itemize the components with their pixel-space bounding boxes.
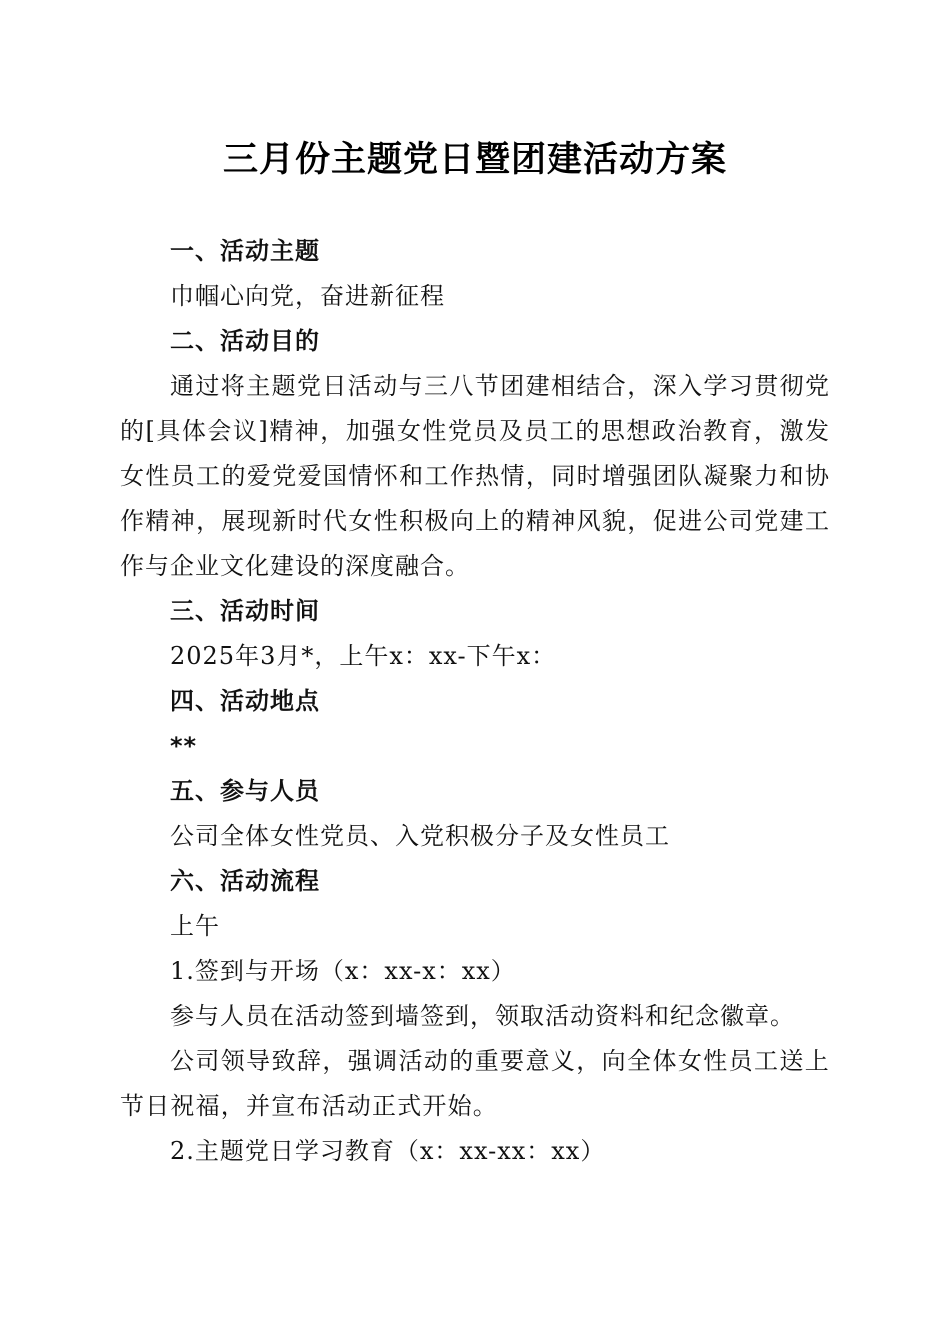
section-content-participants: 公司全体女性党员、入党积极分子及女性员工 [170, 822, 670, 850]
section-content-theme: 巾帼心向党，奋进新征程 [170, 282, 445, 310]
section-heading-participants: 五、参与人员 [170, 777, 320, 805]
flow-step1-line2: 公司领导致辞，强调活动的重要意义，向全体女性员工送上节日祝福，并宣布活动正式开始。 [120, 1047, 830, 1120]
section-heading-location: 四、活动地点 [170, 687, 320, 715]
flow-step1-title: 1.签到与开场（x：xx-x：xx） [170, 957, 516, 985]
section-heading-process: 六、活动流程 [170, 867, 320, 895]
section-content-time: 2025年3月*，上午x：xx-下午x： [170, 642, 557, 670]
flow-step1-line1: 参与人员在活动签到墙签到，领取活动资料和纪念徽章。 [170, 1002, 795, 1030]
section-content-purpose: 通过将主题党日活动与三八节团建相结合，深入学习贯彻党的[具体会议]精神，加强女性党员及员工的思想政治教育，激发女性员工的爱党爱国情怀和工作热情，同时增强团队凝聚力和协作精神，展现新时代女性积极向上的精神风貌，促进公司党建工作与企业文化建设的深度融合。 [120, 372, 830, 580]
flow-step2-title: 2.主题党日学习教育（x：xx-xx：xx） [170, 1137, 606, 1165]
section-heading-theme: 一、活动主题 [170, 237, 320, 265]
section-heading-time: 三、活动时间 [170, 597, 320, 625]
section-content-morning: 上午 [170, 912, 220, 940]
section-content-location: ** [170, 732, 198, 760]
document-title: 三月份主题党日暨团建活动方案 [222, 139, 727, 180]
document-body [120, 229, 830, 1174]
section-heading-purpose: 二、活动目的 [170, 327, 320, 355]
